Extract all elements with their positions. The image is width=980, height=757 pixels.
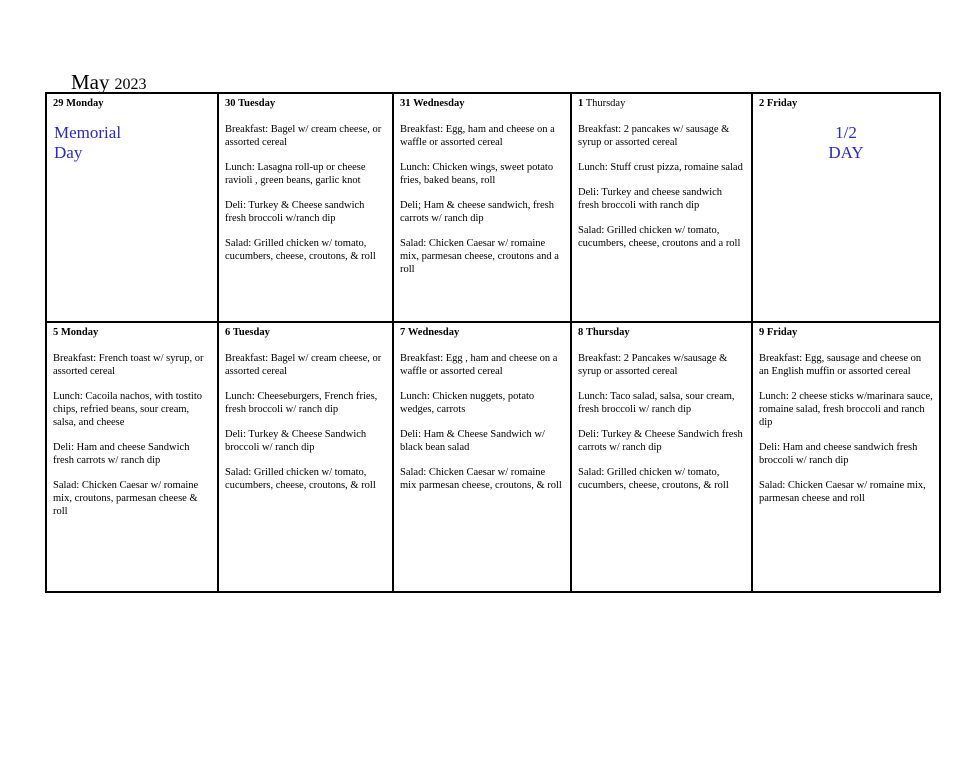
salad-item: Salad: Grilled chicken w/ tomato, cucumbers, cheese, croutons, & roll — [578, 467, 729, 491]
day-number: 2 — [759, 98, 765, 109]
day-cell-jun-6 — [218, 322, 393, 592]
breakfast-item: Breakfast: French toast w/ syrup, or assorted cereal — [53, 353, 204, 377]
holiday-line: DAY — [828, 143, 864, 162]
deli-item: Deli: Ham & Cheese Sandwich w/ black bean salad — [400, 429, 545, 453]
lunch-item: Lunch: Cheeseburgers, French fries, fresh broccoli w/ ranch dip — [225, 391, 378, 415]
lunch-item: Lunch: Cacoila nachos, with tostito chips, refried beans, sour cream, salsa, and cheese — [53, 391, 203, 428]
day-number: 7 — [400, 327, 406, 338]
day-cell-jun-8 — [571, 322, 752, 592]
salad-item: Salad: Chicken Caesar w/ romaine mix, parmesan cheese, croutons and a roll — [400, 238, 559, 275]
day-number: 8 — [578, 327, 584, 338]
breakfast-item: Breakfast: 2 pancakes w/ sausage & syrup or assorted cereal — [578, 124, 730, 148]
deli-item: Deli: Turkey & Cheese Sandwich broccoli w/ ranch dip — [225, 429, 367, 453]
day-number: 29 — [53, 98, 64, 109]
lunch-item: Lunch: Chicken wings, sweet potato fries, baked beans, roll — [400, 162, 554, 186]
half-day-label — [759, 123, 933, 163]
day-name: Friday — [766, 98, 798, 109]
day-cell-jun-1 — [571, 93, 752, 322]
deli-item: Deli: Ham and cheese sandwich fresh broccoli w/ ranch dip — [759, 442, 918, 466]
day-cell-may-29 — [46, 93, 218, 322]
day-header — [400, 97, 564, 110]
day-name: Tuesday — [232, 327, 270, 338]
day-header — [225, 326, 386, 339]
day-name: Monday — [60, 327, 99, 338]
breakfast-item: Breakfast: Bagel w/ cream cheese, or assorted cereal — [225, 124, 382, 148]
day-number: 9 — [759, 327, 765, 338]
day-header — [225, 97, 386, 110]
day-header — [53, 326, 211, 339]
day-cell-jun-2 — [752, 93, 940, 322]
holiday-label — [54, 123, 211, 163]
holiday-line: Memorial — [54, 123, 122, 142]
day-number: 1 — [578, 98, 584, 109]
breakfast-item: Breakfast: Egg, sausage and cheese on an English muffin or assorted cereal — [759, 353, 922, 377]
day-number: 5 — [53, 327, 59, 338]
breakfast-item: Breakfast: Bagel w/ cream cheese, or assorted cereal — [225, 353, 382, 377]
day-header — [578, 97, 745, 110]
day-name: Wednesday — [407, 327, 460, 338]
holiday-line: Day — [54, 143, 83, 162]
day-header — [759, 326, 933, 339]
day-name: Tuesday — [238, 98, 276, 109]
holiday-line: 1/2 — [835, 123, 857, 142]
salad-item: Salad: Grilled chicken w/ tomato, cucumbers, cheese, croutons, & roll — [225, 467, 376, 491]
deli-item: Deli: Turkey & Cheese sandwich fresh broccoli w/ranch dip — [225, 200, 365, 224]
day-header — [400, 326, 564, 339]
day-cell-jun-5 — [46, 322, 218, 592]
day-name: Monday — [66, 98, 104, 109]
deli-item: Deli: Ham and cheese Sandwich fresh carrots w/ ranch dip — [53, 442, 190, 466]
salad-item: Salad: Chicken Caesar w/ romaine mix, croutons, parmesan cheese & roll — [53, 480, 199, 517]
calendar-week-2 — [46, 322, 940, 592]
deli-item: Deli: Turkey & Cheese Sandwich fresh carrots w/ ranch dip — [578, 429, 743, 453]
day-number: 30 — [225, 98, 236, 109]
salad-item: Salad: Grilled chicken w/ tomato, cucumbers, cheese, croutons, & roll — [225, 238, 376, 262]
day-name: Thursday — [585, 327, 630, 338]
lunch-menu-calendar — [45, 92, 941, 593]
breakfast-item: Breakfast: Egg, ham and cheese on a waffle or assorted cereal — [400, 124, 555, 148]
deli-item: Deli; Ham & cheese sandwich, fresh carrots w/ ranch dip — [400, 200, 554, 224]
lunch-item: Lunch: Taco salad, salsa, sour cream, fresh broccoli w/ ranch dip — [578, 391, 735, 415]
lunch-item: Lunch: Stuff crust pizza, romaine salad — [578, 162, 743, 173]
title-year: 2023 — [114, 76, 147, 93]
breakfast-item: Breakfast: 2 Pancakes w/sausage & syrup or assorted cereal — [578, 353, 728, 377]
day-name: Friday — [766, 327, 798, 338]
deli-item: Deli: Turkey and cheese sandwich fresh broccoli with ranch dip — [578, 187, 723, 211]
day-number: 31 — [400, 98, 411, 109]
salad-item: Salad: Chicken Caesar w/ romaine mix, parmesan cheese and roll — [759, 480, 926, 504]
day-name: Thursday — [585, 98, 626, 109]
day-name: Wednesday — [413, 98, 465, 109]
lunch-item: Lunch: Chicken nuggets, potato wedges, carrots — [400, 391, 535, 415]
day-number: 6 — [225, 327, 231, 338]
day-header — [578, 326, 745, 339]
day-header — [53, 97, 211, 110]
day-cell-jun-9 — [752, 322, 940, 592]
day-header — [759, 97, 933, 110]
calendar-week-1 — [46, 93, 940, 322]
breakfast-item: Breakfast: Egg , ham and cheese on a waffle or assorted cereal — [400, 353, 558, 377]
lunch-item: Lunch: Lasagna roll-up or cheese ravioli , green beans, garlic knot — [225, 162, 366, 186]
lunch-item: Lunch: 2 cheese sticks w/marinara sauce, romaine salad, fresh broccoli and ranch dip — [759, 391, 933, 428]
salad-item: Salad: Grilled chicken w/ tomato, cucumbers, cheese, croutons and a roll — [578, 225, 741, 249]
day-cell-may-31 — [393, 93, 571, 322]
day-cell-may-30 — [218, 93, 393, 322]
title-month: May — [71, 70, 110, 94]
day-cell-jun-7 — [393, 322, 571, 592]
salad-item: Salad: Chicken Caesar w/ romaine mix parmesan cheese, croutons, & roll — [400, 467, 562, 491]
